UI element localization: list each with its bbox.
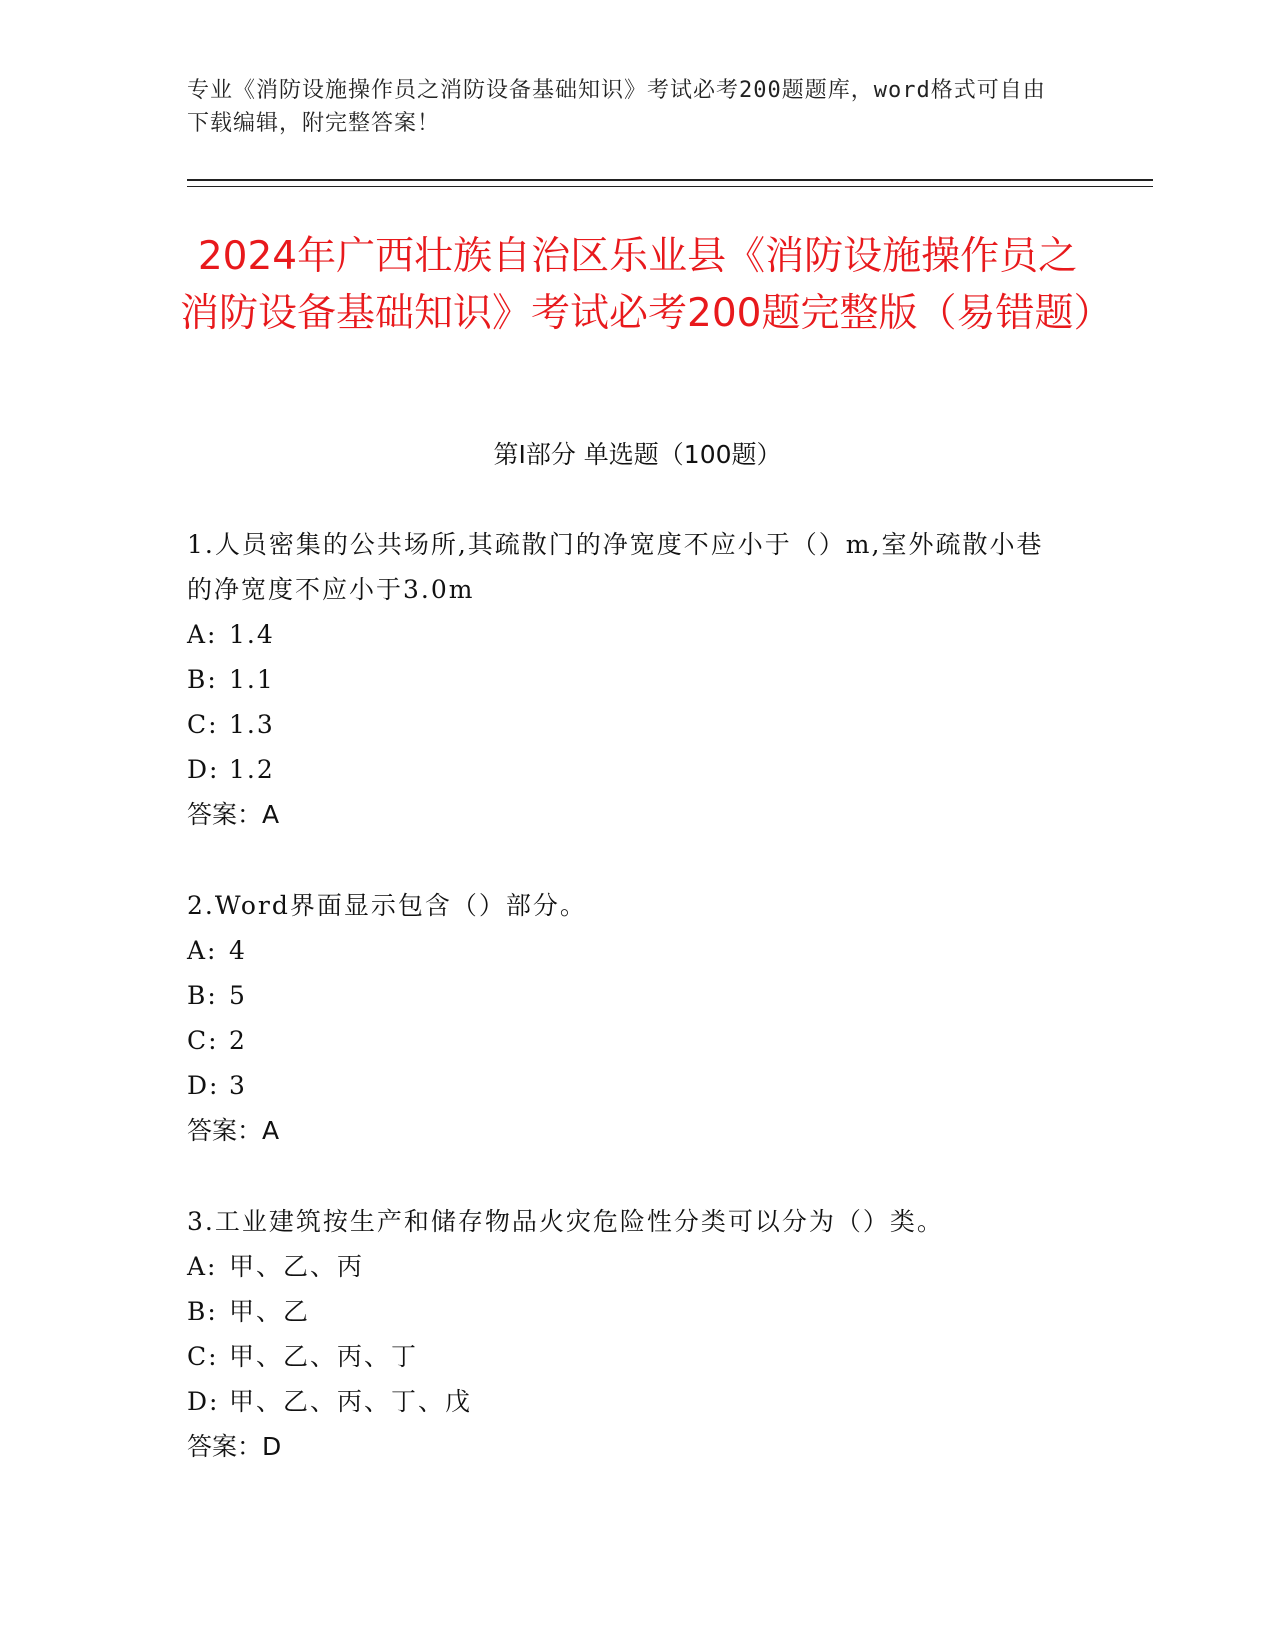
option-a	[187, 928, 1067, 973]
option-a	[187, 1244, 1067, 1289]
option-c	[187, 1018, 1067, 1063]
answer-line: 答案：A	[187, 800, 280, 829]
option-c	[187, 1334, 1067, 1379]
option-c	[187, 702, 1067, 747]
option-d	[187, 747, 1067, 792]
option-text: 甲、乙	[229, 1297, 311, 1326]
option-text: 3	[229, 1071, 247, 1100]
option-b	[187, 1289, 1067, 1334]
option-label: A:	[187, 620, 218, 649]
question-block-2	[187, 883, 1067, 1153]
option-text: 1.3	[229, 710, 275, 739]
option-a	[187, 612, 1067, 657]
option-d	[187, 1379, 1067, 1424]
option-label: B:	[187, 665, 218, 694]
option-text: 1.2	[229, 755, 275, 784]
question-block-3	[187, 1199, 1067, 1469]
option-text: 5	[229, 981, 247, 1010]
option-d	[187, 1063, 1067, 1108]
option-text: 1.1	[229, 665, 275, 694]
option-label: C:	[187, 1342, 219, 1371]
option-text: 甲、乙、丙	[229, 1252, 365, 1281]
option-label: A:	[187, 936, 218, 965]
option-label: C:	[187, 1026, 219, 1055]
document-title: 2024年广西壮族自治区乐业县《消防设施操作员之消防设备基础知识》考试必考200题完整版（易错题）	[180, 234, 1113, 336]
option-b	[187, 973, 1067, 1018]
header-note: 专业《消防设施操作员之消防设备基础知识》考试必考200题题库，word格式可自由下载编辑，附完整答案！	[187, 78, 1046, 136]
option-text: 4	[229, 936, 247, 965]
answer-line: 答案：A	[187, 1116, 280, 1145]
option-label: D:	[187, 1387, 220, 1416]
option-b	[187, 657, 1067, 702]
section-heading: 第I部分 单选题（100题）	[493, 440, 782, 469]
header-divider-thin	[187, 186, 1153, 187]
option-text: 2	[229, 1026, 247, 1055]
option-label: C:	[187, 710, 219, 739]
option-label: D:	[187, 755, 220, 784]
question-stem: 1.人员密集的公共场所,其疏散门的净宽度不应小于（）m,室外疏散小巷的净宽度不应小于3.0m	[187, 530, 1044, 604]
question-stem: 3.工业建筑按生产和储存物品火灾危险性分类可以分为（）类。	[187, 1207, 944, 1236]
header-divider-thick	[187, 179, 1153, 181]
option-text: 甲、乙、丙、丁、戊	[229, 1387, 473, 1416]
option-label: B:	[187, 1297, 218, 1326]
answer-line: 答案：D	[187, 1432, 282, 1461]
question-block-1	[187, 522, 1067, 837]
option-label: A:	[187, 1252, 218, 1281]
option-label: B:	[187, 981, 218, 1010]
question-stem: 2.Word界面显示包含（）部分。	[187, 891, 587, 920]
option-text: 甲、乙、丙、丁	[229, 1342, 419, 1371]
option-label: D:	[187, 1071, 220, 1100]
option-text: 1.4	[229, 620, 275, 649]
